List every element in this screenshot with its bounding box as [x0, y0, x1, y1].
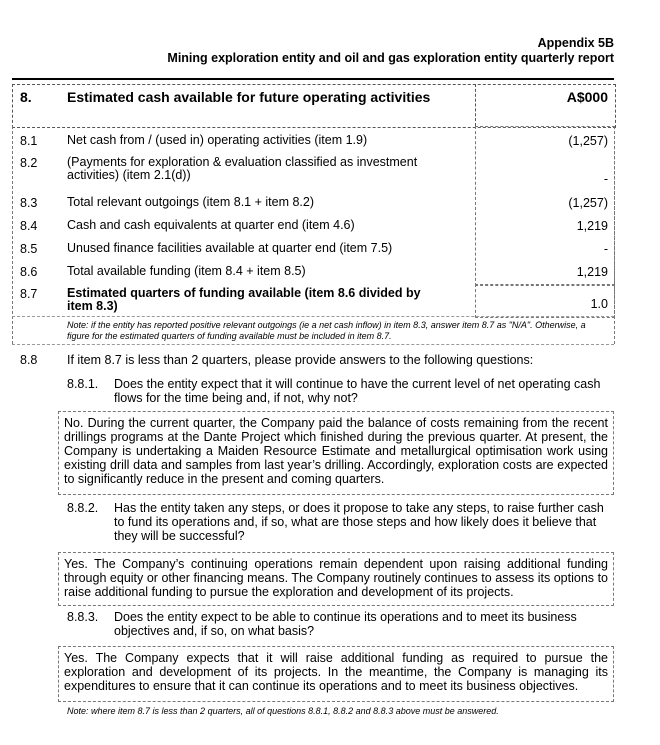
- q88-intro: If item 8.7 is less than 2 quarters, please provide answers to the following questions:: [67, 353, 534, 367]
- item-number: 8.3: [20, 196, 38, 210]
- table-left-border: [12, 126, 13, 344]
- item-label: (Payments for exploration & evaluation classified as investment activities) (item 2.1(d)): [67, 155, 418, 182]
- answer-box-8-8-1: No. During the current quarter, the Company paid the balance of costs remaining from the recent drillings programs at the Dante Project which finished during the previous quarter. At present, the Company is undertaking a Maiden Resource Estimate and metallurgical optimisation work using existing drill data and samples from last year’s drilling. Accordingly, exploration costs are expected to significantly reduce in the present and coming quarters.: [58, 411, 614, 495]
- item-number-8-8: 8.8: [20, 353, 38, 367]
- item-label: Total relevant outgoings (item 8.1 + item 8.2): [67, 195, 315, 209]
- note-8-7: Note: if the entity has reported positive relevant outgoings (ie a net cash inflow) in item 8.3, answer item 8.7 as "N/A". Otherwise, a figure for the estimated quarters of funding available must be included in item 8.7.: [67, 320, 586, 341]
- item-number: 8.4: [20, 219, 38, 233]
- question-number: 8.8.3.: [67, 610, 99, 624]
- item-value: (1,257): [568, 196, 608, 210]
- answer-box-8-8-2: Yes. The Company’s continuing operations remain dependent upon raising additional funding through equity or other financing means. The Company routinely continues to assess its options to raise additional funding to pursue the exploration and development of its projects.: [58, 552, 614, 606]
- item-label: Net cash from / (used in) operating activities (item 1.9): [67, 133, 368, 147]
- item-value: -: [603, 242, 608, 256]
- item-label: Estimated quarters of funding available (item 8.6 divided by item 8.3): [67, 286, 421, 313]
- footnote-8-8: Note: where item 8.7 is less than 2 quarters, all of questions 8.8.1, 8.8.2 and 8.8.3 above must be answered.: [67, 706, 499, 716]
- question-text: Does the entity expect that it will continue to have the current level of net operating cash flows for the time being and, if not, why not?: [114, 377, 601, 405]
- question-number: 8.8.1.: [67, 377, 99, 391]
- item-value: -: [603, 172, 608, 186]
- item-value: 1,219: [576, 265, 608, 279]
- header-rule: [12, 78, 614, 80]
- item-value: (1,257): [568, 134, 608, 148]
- item-value: 1.0: [590, 297, 608, 311]
- report-subtitle: Mining exploration entity and oil and gas exploration entity quarterly report: [167, 51, 614, 65]
- answer-box-8-8-3: Yes. The Company expects that it will raise additional funding as required to pursue the exploration and development of its projects. In the meantime, the Company is managing its expenditures to ensure that it can continue its operations and to meet its business objectives.: [58, 646, 614, 702]
- question-number: 8.8.2.: [67, 501, 99, 515]
- item-number: 8.1: [20, 134, 38, 148]
- question-text: Has the entity taken any steps, or does it propose to take any steps, to raise further cash to fund its operations and, if so, what are those steps and how likely does it believe that they will be successful?: [114, 501, 604, 543]
- item-label: Cash and cash equivalents at quarter end (item 4.6): [67, 218, 355, 232]
- item-value: 1,219: [576, 219, 608, 233]
- unit-label: A$000: [566, 89, 608, 105]
- question-text: Does the entity expect to be able to continue its operations and to meet its business objectives and, if so, on what basis?: [114, 610, 577, 638]
- item-number: 8.5: [20, 242, 38, 256]
- appendix-title: Appendix 5B: [537, 36, 614, 50]
- item-label: Unused finance facilities available at quarter end (item 7.5): [67, 241, 393, 255]
- item-number: 8.6: [20, 265, 38, 279]
- section-number: 8.: [20, 89, 32, 105]
- note-separator: [12, 316, 614, 317]
- item-label: Total available funding (item 8.4 + item 8.5): [67, 264, 306, 278]
- item-number: 8.7: [20, 287, 38, 301]
- section-header-divider: [475, 84, 476, 126]
- item-number: 8.2: [20, 156, 38, 170]
- table-bottom-border: [12, 344, 614, 345]
- section-title: Estimated cash available for future operating activities: [67, 89, 431, 105]
